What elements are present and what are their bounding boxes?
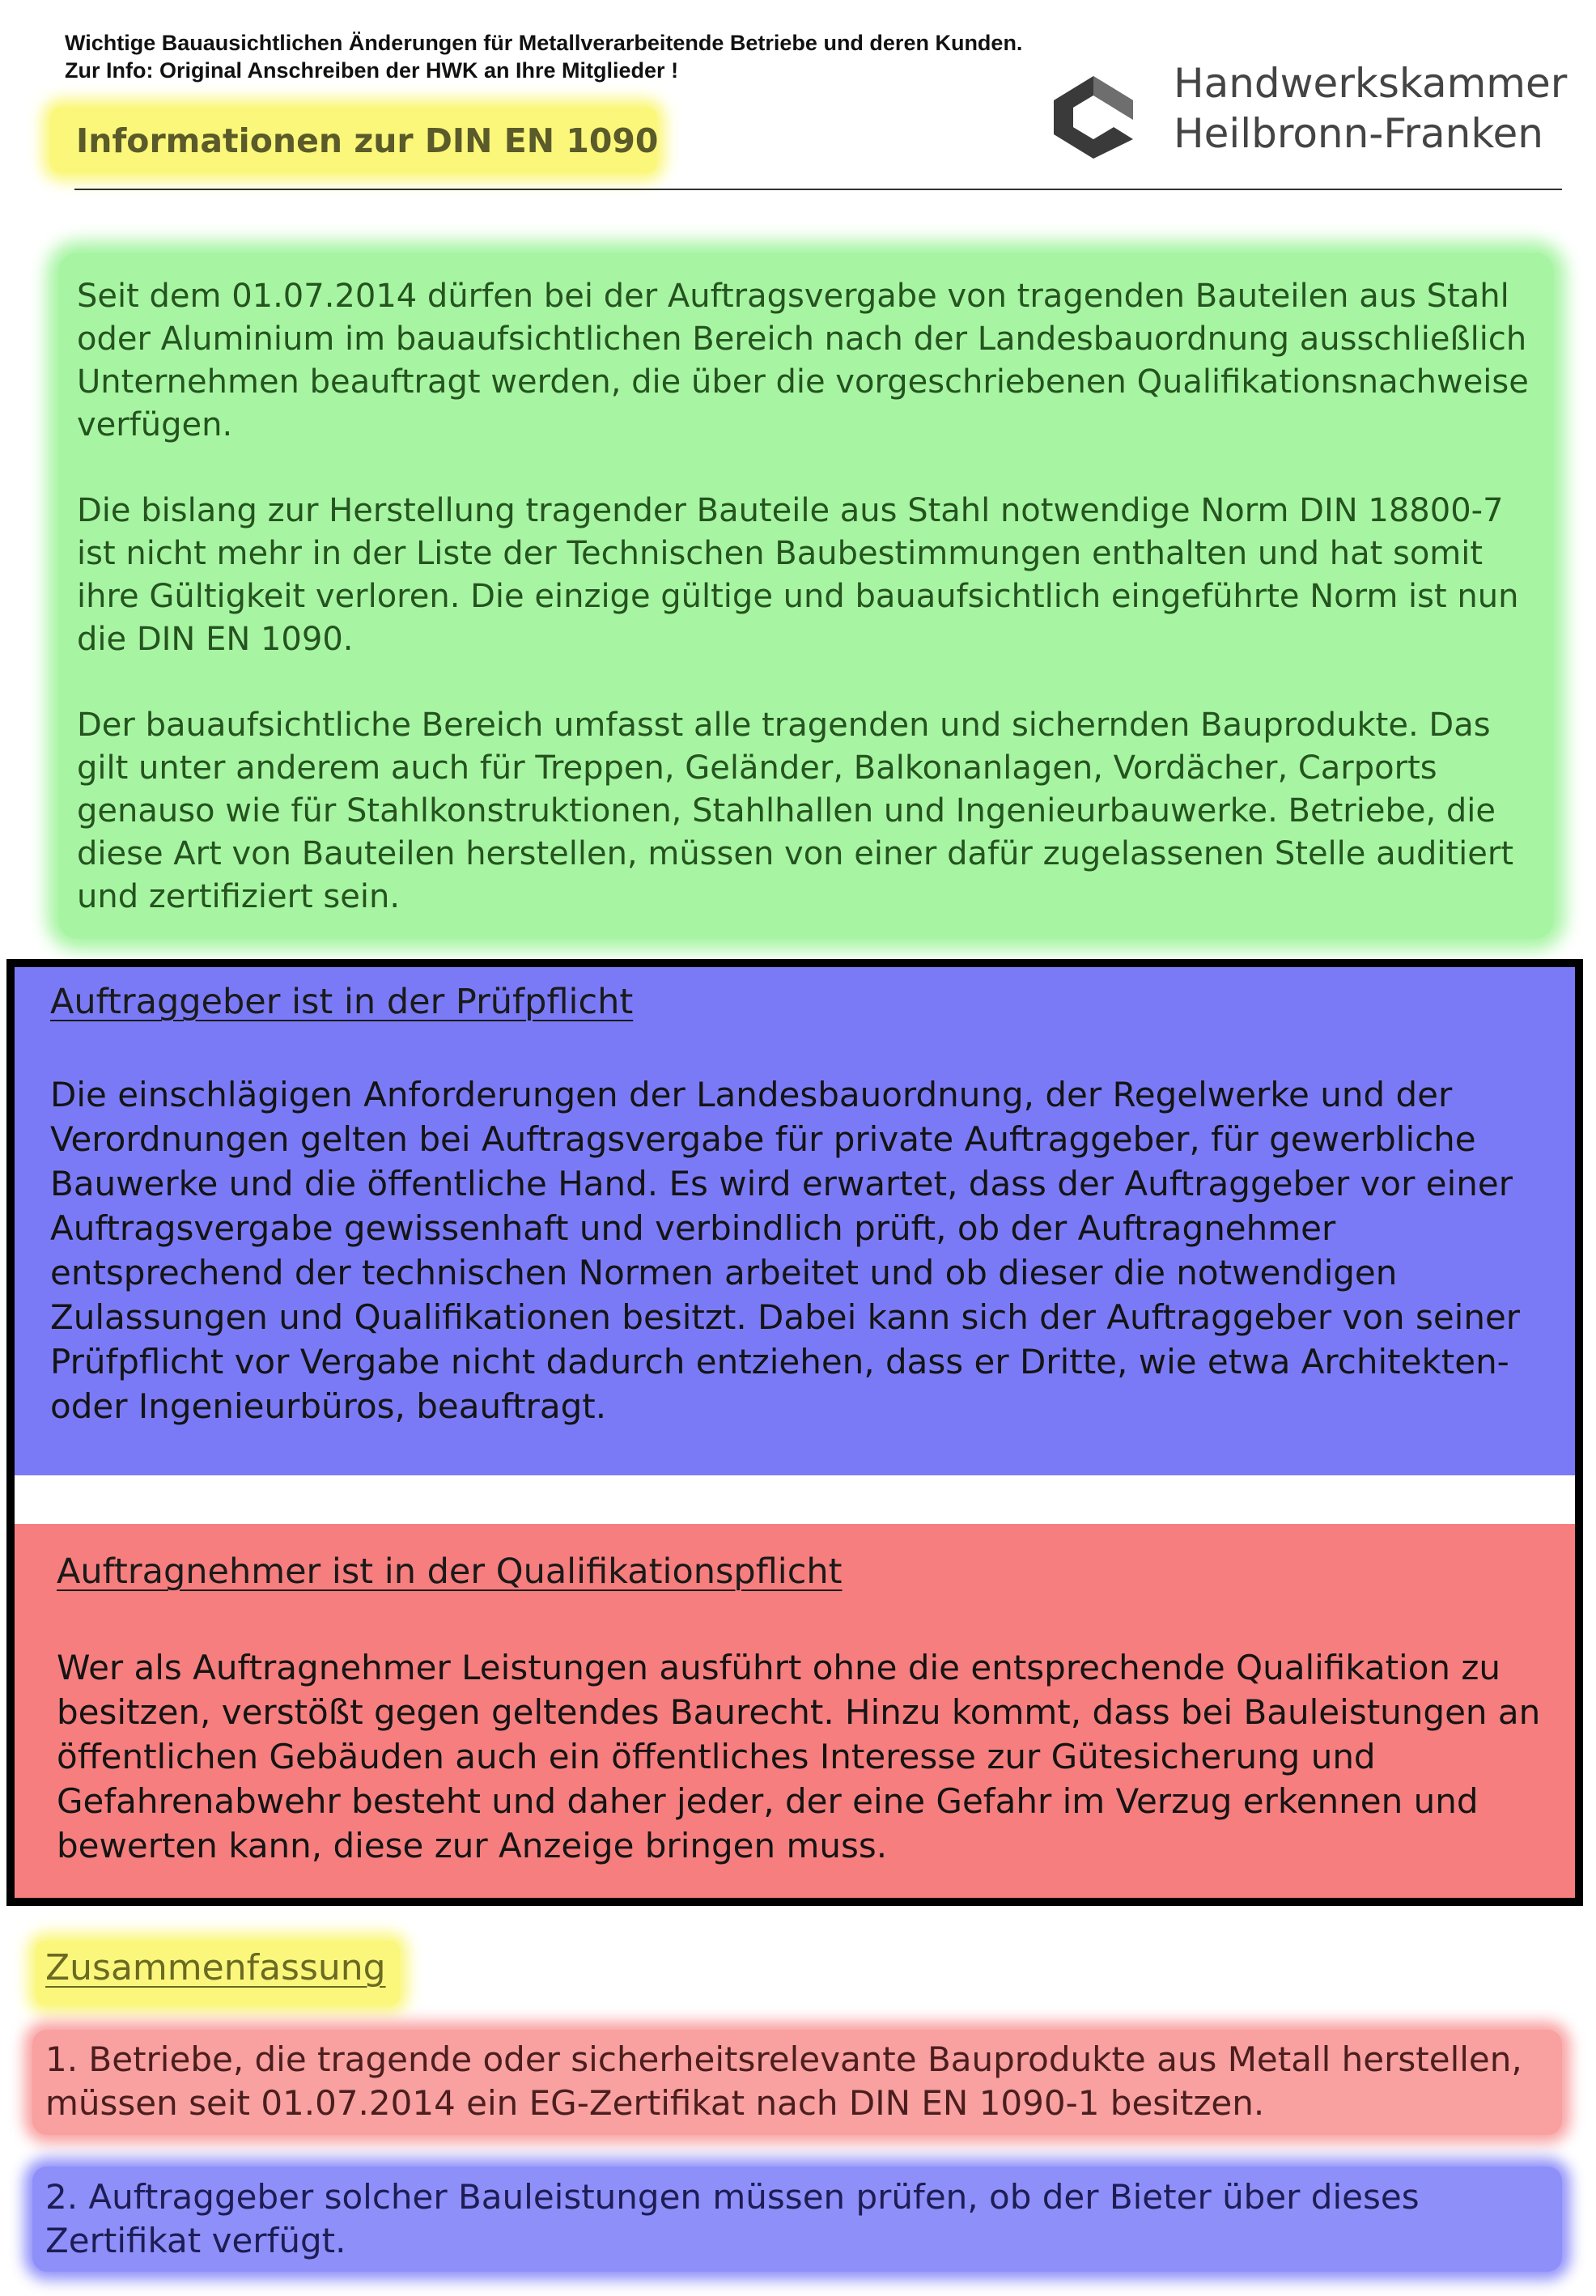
intro-paragraph-2: Die bislang zur Herstellung tragender Bauteile aus Stahl notwendige Norm DIN 18800-7 ist nicht mehr in der Liste der Technischen Baubestimmungen enthalten und hat somit ihre Gültigkeit verloren. Die einzige gültige und bauaufsichtlich eingeführte Norm ist nun die DIN EN 1090. [77,492,1519,658]
intro-text [77,275,1550,961]
intro-paragraph-3: Der bauaufsichtliche Bereich umfasst alle tragenden und sichernden Bauprodukte. Das gilt unter anderem auch für Treppen, Geländer, Balkonanlagen, Vordächer, Carports genauso wie für Stahlkonstruktionen, Stahlhallen und Ingenieurbauwerke. Betriebe, die diese Art von Bauteilen herstellen, müssen von einer dafür zugelassenen Stelle auditiert und zertifiziert sein. [77,707,1513,915]
intro-paragraph-1: Seit dem 01.07.2014 dürfen bei der Auftragsvergabe von tragenden Bauteilen aus Stahl oder Aluminium im bauaufsichtlichen Bereich nach der Landesbauordnung ausschließlich Unternehmen beauftragt werden, die über die vorgeschriebenen Qualifikationsnachweise verfügen. [77,278,1529,443]
section-gap [15,1475,1575,1524]
header-divider [74,189,1562,190]
organization-name [1174,58,1578,159]
client-section-body: Die einschlägigen Anforderungen der Landesbauordnung, der Regelwerke und der Verordnungen gelten bei Auftragsvergabe für private Auftraggeber, für gewerbliche Bauwerke und die öffentliche Hand. Es wird erwartet, dass der Auftraggeber vor einer Auftragsvergabe gewissenhaft und verbindlich prüft, ob der Auftragnehmer entsprechend der technischen Normen arbeitet und ob dieser die notwendigen Zulassungen und Qualifikationen besitzt. Dabei kann sich der Auftraggeber von seiner Prüfpflicht vor Vergabe nicht dadurch entziehen, dass er Dritte, wie etwa Architekten- oder Ingenieurbüros, beauftragt. [50,1075,1521,1426]
summary-heading: Zusammenfassung [45,1947,386,1988]
document-title-highlight [50,107,657,173]
organization-name-line1: Handwerkskammer [1174,60,1568,107]
document-title: Informationen zur DIN EN 1090 [76,121,659,160]
summary-point-2: 2. Auftraggeber solcher Bauleistungen müssen prüfen, ob der Bieter über dieses Zertifikat verfügt. [45,2177,1420,2260]
client-section-heading: Auftraggeber ist in der Prüfpflicht [50,982,634,1022]
organization-name-line2: Heilbronn-Franken [1174,110,1543,157]
summary-point-1: 1. Betriebe, die tragende oder sicherheitsrelevante Bauprodukte aus Metall herstellen, müssen seit 01.07.2014 ein EG-Zertifikat nach DIN EN 1090-1 besitzen. [45,2039,1522,2123]
hwk-logo-icon [1049,73,1138,162]
contractor-section-heading: Auftragnehmer ist in der Qualifikationspflicht [57,1551,843,1592]
contractor-section-body: Wer als Auftragnehmer Leistungen ausführt ohne die entsprechende Qualifikation zu besitzen, verstößt gegen geltendes Baurecht. Hinzu kommt, dass bei Bauleistungen an öffentlichen Gebäuden auch ein öffentliches Interesse zur Gütesicherung und Gefahrenabwehr besteht und daher jeder, der eine Gefahr im Verzug erkennen und bewerten kann, diese zur Anzeige bringen muss. [57,1648,1541,1865]
editor-note: Wichtige Bauausichtlichen Änderungen für Metallverarbeitende Betriebe und deren Kunden. Zur Info: Original Anschreiben der HWK an Ihre Mitglieder ! [65,31,1023,83]
